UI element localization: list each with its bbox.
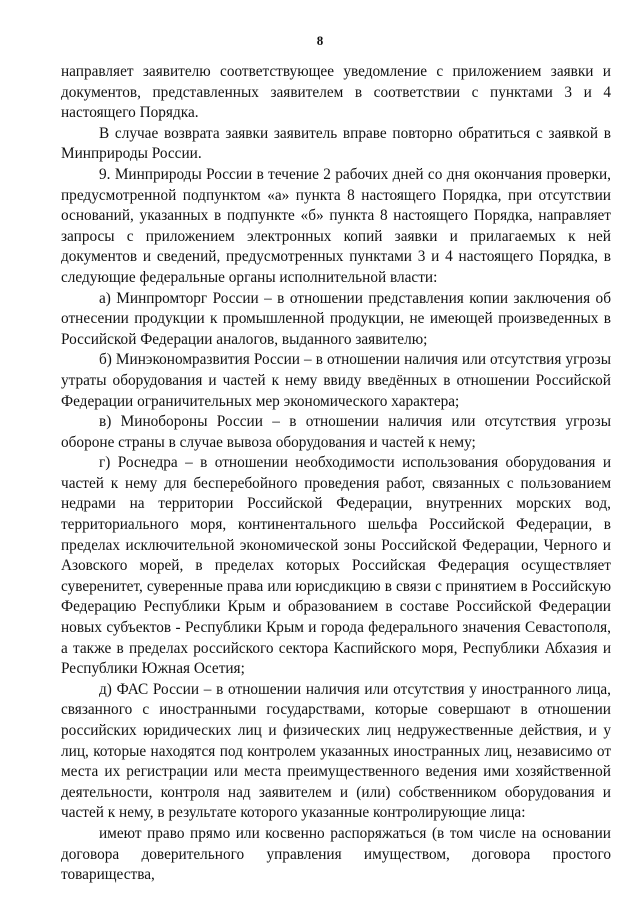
paragraph-return-notice: В случае возврата заявки заявитель вправе повторно обратиться с заявкой в Минприроды России. <box>61 124 611 163</box>
paragraph-continuation: направляет заявителю соответствующее уведомление с приложением заявки и документов, представленных заявителем в соответствии с пунктами 3 и 4 настоящего Порядка. <box>61 63 611 122</box>
paragraph-item-9: 9. Минприроды России в течение 2 рабочих дней со дня окончания проверки, предусмотренной подпунктом «а» пункта 8 настоящего Порядка, при отсутствии оснований, указанных в подпункте «б» пункта 8 настоящего Порядка, направляет запросы с приложением электронных копий заявки и прилагаемых к ней документов и сведений, предусмотренных пунктами 3 и 4 настоящего Порядка, в следующие федеральные органы исполнительной власти: <box>61 165 611 286</box>
paragraph-subitem-d: д) ФАС России – в отношении наличия или отсутствия у иностранного лица, связанного с иностранными государствами, которые совершают в отношении российских юридических лиц и физических лиц недружественные действия, и у лиц, которые находятся под контролем указанных иностранных лиц, независимо от места их регистрации или места преимущественного ведения ими хозяйственной деятельности, контроля над заявителем и (или) собственником оборудования и частей к нему, в результате которого указанные контролирующие лица: <box>61 680 611 822</box>
paragraph-subitem-v: в) Минобороны России – в отношении наличия или отсутствия угрозы обороне страны в случае вывоза оборудования и частей к нему; <box>61 413 611 451</box>
paragraph-subitem-g: г) Роснедра – в отношении необходимости использования оборудования и частей к нему для бесперебойного проведения работ, связанных с пользованием недрами на территории Российской Федерации, внутренних морских вод, территориального моря, континентального шельфа Российской Федерации, в пределах исключительной экономической зоны Российской Федерации, Черного и Азовского морей, в пределах которых Российская Федерация осуществляет суверенитет, суверенные права или юрисдикцию в связи с принятием в Российскую Федерацию Республики Крым и образованием в составе Российской Федерации новых субъектов - Республики Крым и города федерального значения Севастополя, а также в пределах российского сектора Каспийского моря, Республики Абхазия и Республики Южная Осетия; <box>61 454 611 678</box>
paragraph-control-rights: имеют право прямо или косвенно распоряжаться (в том числе на основании договора доверительного управления имуществом, договора простого товарищества, <box>61 824 611 884</box>
paragraph-subitem-a: а) Минпромторг России – в отношении представления копии заключения об отнесении продукции к промышленной продукции, не имеющей произведенных в Российской Федерации аналогов, выданного заявителю; <box>61 289 611 348</box>
page-number: 8 <box>316 33 324 48</box>
document-body <box>61 62 611 886</box>
paragraph-subitem-b: б) Минэкономразвития России – в отношении наличия или отсутствия угрозы утраты оборудования и частей к нему ввиду введённых в отношении Российской Федерации ограничительных мер экономического характера; <box>61 351 611 410</box>
